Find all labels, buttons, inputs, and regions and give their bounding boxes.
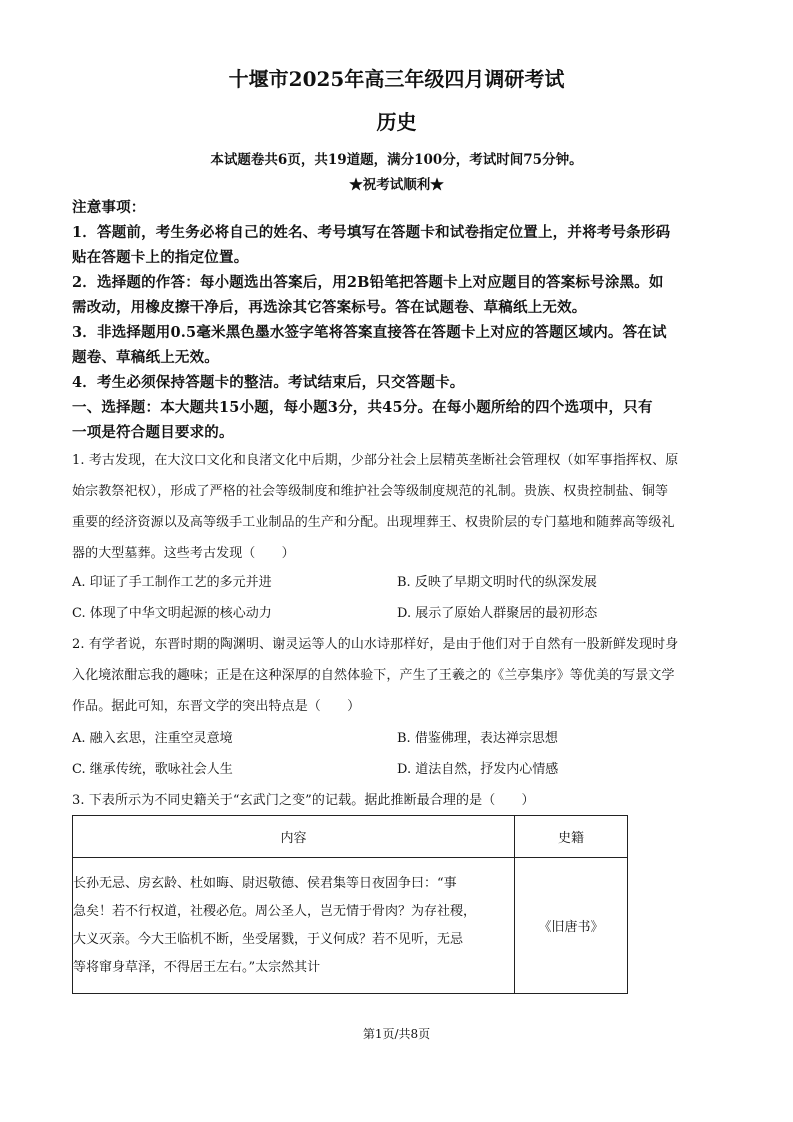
section-heading: 一、选择题：本大题共15小题，每小题3分，共45分。在每小题所给的四个选项中，只有 [72,399,653,416]
content-line: 大义灭亲。今大王临机不断，坐受屠戮，于义何成？若不见听，无忌 [73,931,464,947]
question-2-text: 作品。据此可知，东晋文学的突出特点是（ ） [72,699,361,714]
question-1-text: 器的大型墓葬。这些考古发现（ ） [72,546,295,561]
exam-info: 本试题卷共6页，共19道题，满分100分，考试时间75分钟。 [210,152,583,168]
question-1-text: 重要的经济资源以及高等级手工业制品的生产和分配。出现埋葬王、权贵阶层的专门墓地和随葬高等级礼 [72,515,675,530]
notes-line: 3．非选择题用0.5毫米黑色墨水签字笔将答案直接答在答题卡上对应的答题区域内。答在试 [72,324,667,341]
section-heading: 一项是符合题目要求的。 [72,424,234,441]
exam-title: 十堰市2025年高三年级四月调研考试 [228,67,565,91]
good-luck-line: ★祝考试顺利★ [349,177,444,193]
q2-option-d: D. 道法自然，抒发内心情感 [397,762,559,777]
q2-option-a: A. 融入玄思，注重空灵意境 [72,731,233,746]
question-2-text: 2. 有学者说，东晋时期的陶渊明、谢灵运等人的山水诗那样好，是由于他们对于自然有一股新鲜发现时身 [72,637,679,652]
table-cell-source: 《旧唐书》 [515,858,628,994]
table-cell-content [73,858,515,994]
question-2-text: 入化境浓酣忘我的趣味；正是在这种深厚的自然体验下，产生了王羲之的《兰亭集序》等优美的写景文学 [72,668,675,683]
content-line: 急矣！若不行权道，社稷必危。周公圣人，岂无情于骨肉？为存社稷， [73,903,477,919]
q1-option-b: B. 反映了早期文明时代的纵深发展 [397,575,597,590]
table-header-source: 史籍 [515,816,628,858]
question-1-text: 1. 考古发现，在大汶口文化和良渚文化中后期，少部分社会上层精英垄断社会管理权（如军事指挥权、原 [72,453,679,468]
table-header-content: 内容 [73,816,515,858]
notes-heading: 注意事项： [72,199,146,216]
notes-line: 2．选择题的作答：每小题选出答案后，用2B铅笔把答题卡上对应题目的答案标号涂黑。如 [72,274,664,291]
notes-line: 题卷、草稿纸上无效。 [72,349,219,366]
subject-title: 历史 [376,110,417,134]
content-line: 等将窜身草泽，不得居王左右。”太宗然其计 [73,959,321,975]
question-1-text: 始宗教祭祀权），形成了严格的社会等级制度和维护社会等级制度规范的礼制。贵族、权贵控制盐、铜等 [72,484,669,499]
q2-option-c: C. 继承传统，歌咏社会人生 [72,762,233,777]
q2-option-b: B. 借鉴佛理，表达禅宗思想 [397,731,558,746]
content-line: 长孙无忌、房玄龄、杜如晦、尉迟敬德、侯君集等日夜固争曰：“事 [73,875,457,891]
notes-line: 贴在答题卡上的指定位置。 [72,249,249,266]
notes-line: 1．答题前，考生务必将自己的姓名、考号填写在答题卡和试卷指定位置上，并将考号条形码 [72,224,671,241]
notes-line: 4．考生必须保持答题卡的整洁。考试结束后，只交答题卡。 [72,374,465,391]
q1-option-c: C. 体现了中华文明起源的核心动力 [72,606,272,621]
q1-option-d: D. 展示了原始人群聚居的最初形态 [397,606,598,621]
question-3-text: 3. 下表所示为不同史籍关于“玄武门之变”的记载。据此推断最合理的是（ ） [72,793,535,808]
notes-line: 需改动，用橡皮擦干净后，再选涂其它答案标号。答在试题卷、草稿纸上无效。 [72,299,587,316]
page-number: 第1页/共8页 [362,1027,431,1041]
table-row [73,858,628,994]
history-records-table [72,815,628,994]
q1-option-a: A. 印证了手工制作工艺的多元并进 [72,575,272,590]
